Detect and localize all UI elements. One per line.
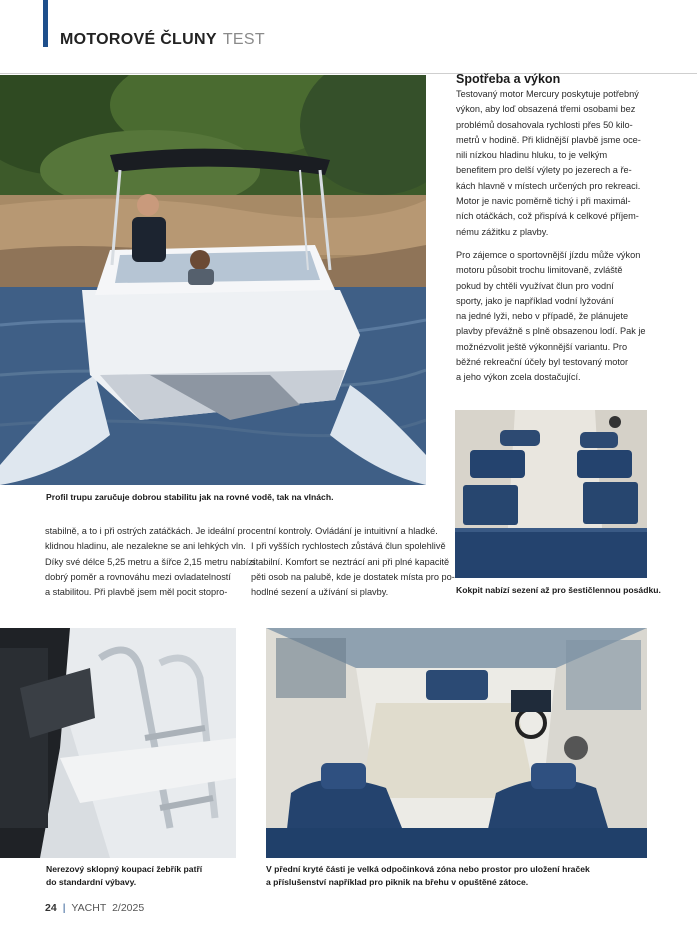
right-paragraph-1 [456,87,656,240]
text-line: problémů dosahovala rychlosti přes 50 kilo- [456,119,633,130]
article-heading: Spotřeba a výkon [456,72,561,86]
header-divider [0,73,697,74]
interior-photo-caption [266,863,647,888]
interior-photo [266,628,647,858]
text-line: metrů v hodině. Při klidnější plavbě jsme oce- [456,134,641,145]
text-line: dobrý poměr a rovnováhu mezi ovladatelností [45,571,231,582]
magazine-name: YACHT [71,902,107,914]
caption-line: do standardní výbavy. [46,876,137,887]
text-line: sporty, jako je například vodní lyžování [456,295,614,306]
text-line: klidnou hladinu, ale nezalekne se ani lehkých vln. [45,541,246,552]
text-line: na jedné lyži, nebo v případě, že plánujete [456,311,629,322]
text-line: hodlné sezení a užívání si plavby. [251,587,389,598]
text-line: nili nízkou hladinu hluku, to je velkým [456,150,608,161]
text-line: benefitem pro delší výlety po jezerech a ře- [456,165,632,176]
cockpit-photo [455,410,647,578]
caption-line: V přední kryté části je velká odpočinková zóna nebo prostor pro uložení hraček [266,864,590,874]
right-paragraph-2 [456,248,656,386]
text-line: možnézvolit ještě výkonnější variantu. Pro [456,341,628,352]
text-line: plavby převážně s plně obsazenou lodí. Pak je [456,326,646,337]
text-line: a jeho výkon zcela dostačující. [456,372,581,383]
ladder-photo [0,628,236,858]
page-number: 24 [45,902,57,914]
text-line: pokud by chtěli využívat člun pro vodní [456,280,614,291]
text-column-2 [251,524,455,600]
text-line: výkon, aby loď obsazená třemi osobami bez [456,104,636,115]
text-line: stabilní. Komfort se neztrácí ani při plné kapacitě [251,556,450,567]
footer-separator: | [62,902,66,914]
text-line: Díky své délce 5,25 metru a šířce 2,15 metru nabízí [45,556,256,567]
text-line: běžné rekreační účely byl testovaný motor [456,357,629,368]
text-line: Pro zájemce o sportovnější jízdu může výkon [456,250,641,260]
text-line: pěti osob na palubě, kde je dostatek místa pro po- [251,571,455,582]
boat-running-photo [0,75,426,485]
section-header [60,31,265,49]
text-line: ních otáčkách, což přispívá k celkové příjem- [456,211,639,222]
ladder-photo-caption [46,863,236,888]
caption-line: a příslušenství například pro piknik na břehu v opuštěné zátoce. [266,876,529,887]
text-line: Motor je navic poměrně tichý i při maximál- [456,196,631,207]
caption-line: Nerezový sklopný koupací žebřík patří [46,864,203,874]
text-line: a stabilitou. Při plavbě jsem měl pocit stopro- [45,587,228,598]
text-line: I při vyšších rychlostech zůstává člun spolehlivě [251,541,446,552]
text-line: nému zážitku z plavby. [456,226,549,237]
cockpit-photo-caption: Kokpit nabízí sezení až pro šestičlennou posádku. [456,585,661,595]
main-photo-caption: Profil trupu zaručuje dobrou stabilitu jak na rovné vodě, tak na vlnách. [46,492,334,502]
text-column-1 [45,524,256,600]
text-line: stabilně, a to i při ostrých zatáčkách. Je ideální pro [45,526,251,536]
text-line: Testovaný motor Mercury poskytuje potřebný [456,89,639,99]
section-subtitle: TEST [222,31,265,48]
text-line: motoru působit trochu limitovaně, zvláště [456,265,623,276]
section-title: MOTOROVÉ ČLUNY [60,31,217,48]
page-footer [45,902,144,914]
issue-number: 2/2025 [112,902,145,914]
text-line: kách hlavně v místech určených pro rekreaci. [456,180,641,191]
header-accent-bar [43,0,48,47]
text-line: centní kontroly. Ovládání je intuitivní a hladké. [251,526,438,536]
